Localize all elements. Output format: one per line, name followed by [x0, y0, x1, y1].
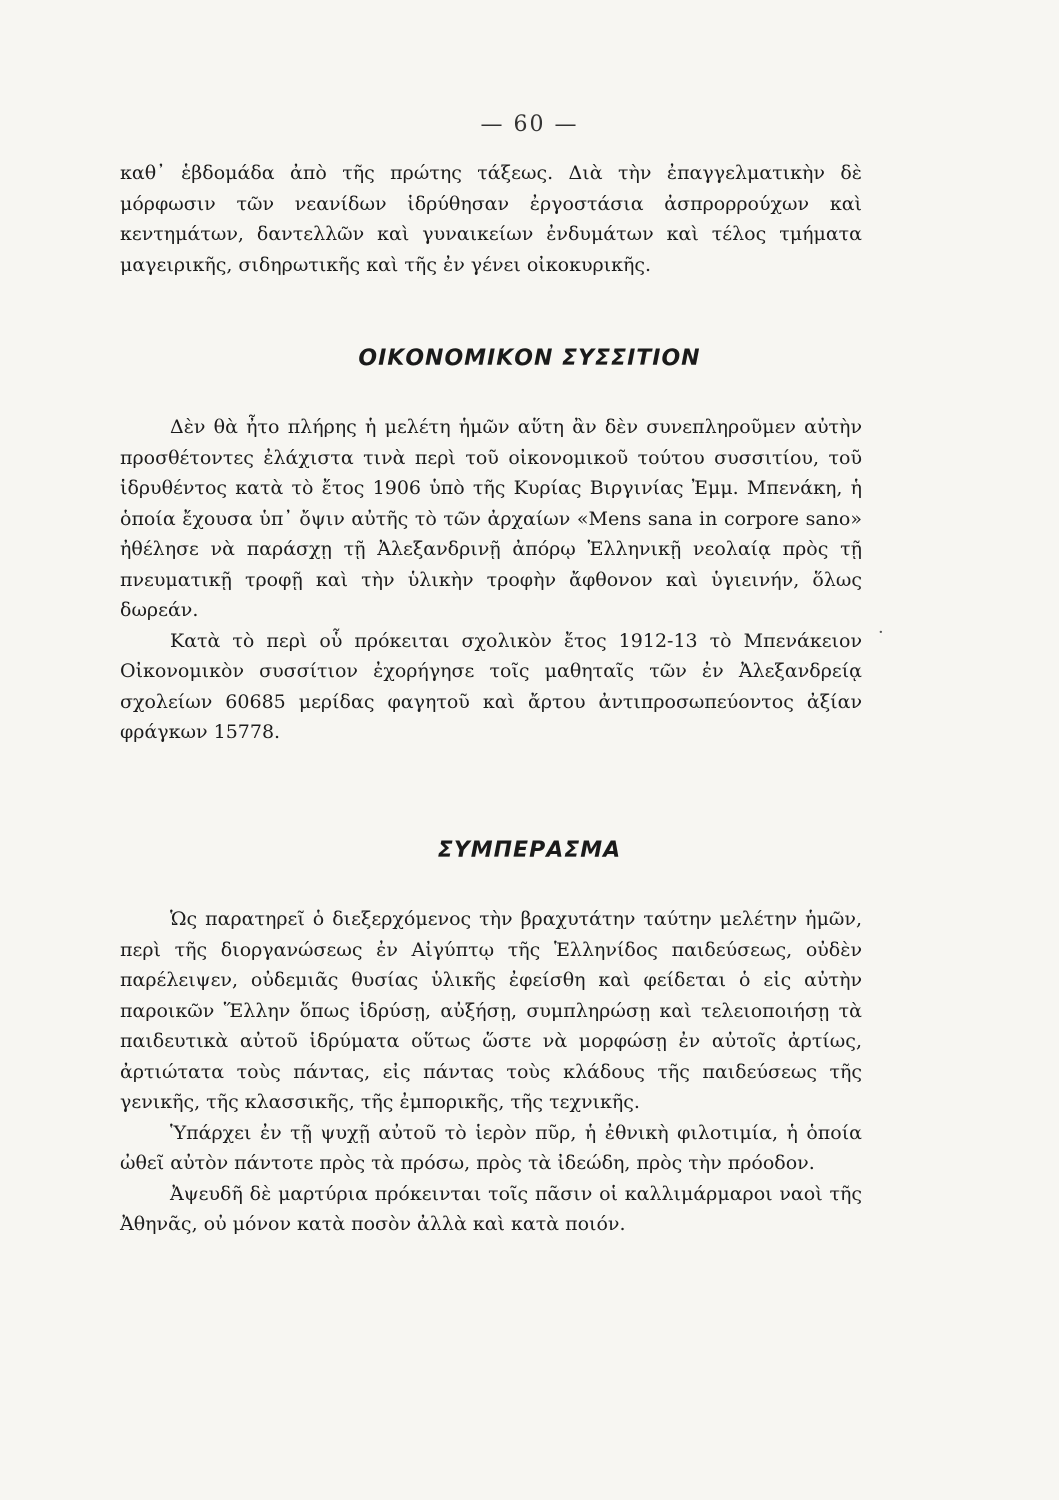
- paragraph: Ὡς παρατηρεῖ ὁ διεξερχόμενος τὴν βραχυτάτην ταύτην μελέτην ἡμῶν, περὶ τῆς διοργανώσεως ἐν Αἰγύπτῳ τῆς Ἑλληνίδος παιδεύσεως, οὐδὲν παρέλειψεν, οὐδεμιᾶς θυσίας ὑλικῆς ἐφείσθη καὶ φείδεται ὁ εἰς αὐτὴν παροικῶν Ἕλλην ὅπως ἱδρύσῃ, αὐξήσῃ, συμπληρώσῃ καὶ τελειοποιήσῃ τὰ παιδευτικὰ αὐτοῦ ἱδρύματα οὕτως ὥστε νὰ μορφώσῃ ἐν αὐτοῖς ἀρτίως, ἀρτιώτατα τοὺς πάντας, εἰς πάντας τοὺς κλάδους τῆς παιδεύσεως τῆς γενικῆς, τῆς κλασσικῆς, τῆς ἐμπορικῆς, τῆς τεχνικῆς.: [120, 908, 862, 1113]
- section-heading-economic-mess: ΟΙΚΟΝΟΜΙΚΟΝ ΣΥΣΣΙΤΙΟΝ: [358, 346, 701, 371]
- paragraph: Κατὰ τὸ περὶ οὗ πρόκειται σχολικὸν ἔτος 1912-13 τὸ Μπενάκειον Οἰκονομικὸν συσσίτιον ἐχορήγησε τοῖς μαθηταῖς τῶν ἐν Ἀλεξανδρείᾳ σχολείων 60685 μερίδας φαγητοῦ καὶ ἄρτου ἀντιπροσωπεύοντος ἀξίαν φράγκων 15778.: [120, 629, 862, 743]
- paragraph: Δὲν θὰ ἦτο πλήρης ἡ μελέτη ἡμῶν αὕτη ἂν δὲν συνεπληροῦμεν αὐτὴν προσθέτοντες ἐλάχιστα τινὰ περὶ τοῦ οἰκονομικοῦ τούτου συσσιτίου, τοῦ ἱδρυθέντος κατὰ τὸ ἔτος 1906 ὑπὸ τῆς Κυρίας Βιργινίας Ἐμμ. Μπενάκη, ἡ ὁποία ἔχουσα ὑπ᾽ ὄψιν αὐτῆς τὸ τῶν ἀρχαίων «Mens sana in corpore sano» ἠθέλησε νὰ παράσχῃ τῇ Ἀλεξανδρινῇ ἀπόρῳ Ἑλληνικῇ νεολαίᾳ πρὸς τῇ πνευματικῇ τροφῇ καὶ τὴν ὑλικὴν τροφὴν ἄφθονον καὶ ὑγιεινήν, ὅλως δωρεάν.: [120, 416, 862, 621]
- intro-paragraph: καθ᾽ ἑβδομάδα ἀπὸ τῆς πρώτης τάξεως. Διὰ τὴν ἐπαγγελματικὴν δὲ μόρφωσιν τῶν νεανίδων ἱδρύθησαν ἐργοστάσια ἀσπρορρούχων καὶ κεντημάτων, δαντελλῶν καὶ γυναικείων ἐνδυμάτων καὶ τέλος τμήματα μαγειρικῆς, σιδηρωτικῆς καὶ τῆς ἐν γένει οἰκοκυρικῆς.: [120, 162, 862, 276]
- margin-tick-mark: ·: [878, 622, 884, 643]
- paragraph: Ἀψευδῆ δὲ μαρτύρια πρόκεινται τοῖς πᾶσιν οἱ καλλιμάρμαροι ναοὶ τῆς Ἀθηνᾶς, οὐ μόνον κατὰ ποσὸν ἀλλὰ καὶ κατὰ ποιόν.: [120, 1182, 862, 1235]
- paragraph: Ὑπάρχει ἐν τῇ ψυχῇ αὐτοῦ τὸ ἱερὸν πῦρ, ἡ ἐθνικὴ φιλοτιμία, ἡ ὁποία ὠθεῖ αὐτὸν πάντοτε πρὸς τὰ πρόσω, πρὸς τὰ ἰδεώδη, πρὸς τὴν πρόοδον.: [120, 1121, 862, 1174]
- page-number: — 60 —: [480, 112, 579, 137]
- section-conclusion-body: [120, 904, 862, 1240]
- section-economic-mess-body: [120, 412, 862, 748]
- intro-paragraph-block: [120, 158, 862, 280]
- section-heading-conclusion: ΣΥΜΠΕΡΑΣΜΑ: [437, 838, 622, 863]
